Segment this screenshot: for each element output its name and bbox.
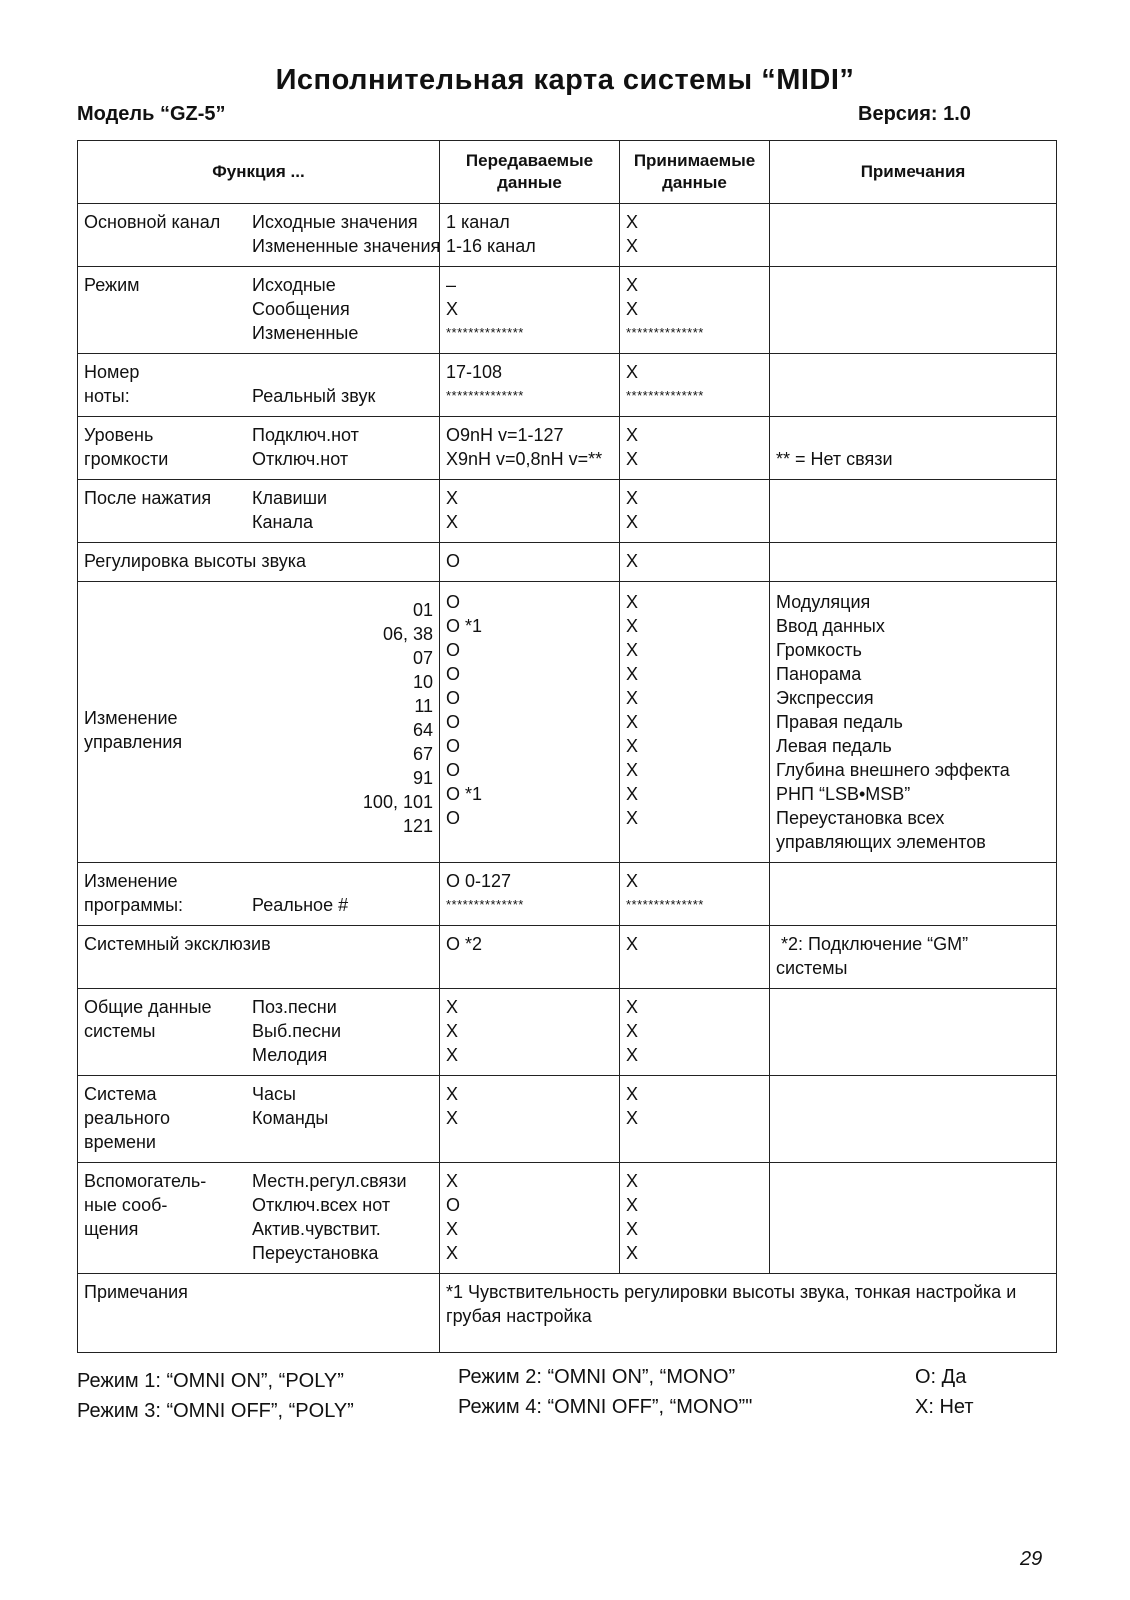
recognized-cell: X X <box>620 204 770 267</box>
row-program-change <box>78 863 1057 926</box>
recognized-cell: X <box>620 543 770 582</box>
transmitted-cell: – X ************** <box>440 267 620 354</box>
recognized-cell: X ************** <box>620 354 770 417</box>
function-cell: Номер ноты: Реальный звук <box>78 354 440 417</box>
transmitted-cell: O *2 <box>440 926 620 989</box>
transmitted-cell: X X <box>440 480 620 543</box>
row-pitch-bend <box>78 543 1057 582</box>
remarks-cell <box>770 267 1057 354</box>
function-cell: Уровень Подключ.нот громкости Отключ.нот <box>78 417 440 480</box>
row-control-change <box>78 582 1057 863</box>
transmitted-cell: O9nH v=1-127 X9nH v=0,8nH v=** <box>440 417 620 480</box>
footer-modes-left: Режим 1: “OMNI ON”, “POLY” Режим 3: “OMNI OFF”, “POLY” <box>77 1370 354 1422</box>
row-note-number <box>78 354 1057 417</box>
header-remarks: Примечания <box>770 141 1057 204</box>
function-cell: Общие данные Поз.песни системы Выб.песни Мелодия <box>78 989 440 1076</box>
function-cell: Регулировка высоты звука <box>78 543 440 582</box>
row-system-exclusive <box>78 926 1057 989</box>
remarks-cell <box>770 543 1057 582</box>
row-aux-messages <box>78 1163 1057 1274</box>
midi-implementation-chart <box>77 140 1057 1353</box>
transmitted-cell: X X <box>440 1076 620 1163</box>
header-transmitted: Передаваемые данные <box>440 141 620 204</box>
row-aftertouch <box>78 480 1057 543</box>
notes-text: *1 Чувствительность регулировки высоты звука, тонкая настройка и грубая настройка <box>440 1274 1057 1353</box>
transmitted-cell: X O X X <box>440 1163 620 1274</box>
row-system-realtime <box>78 1076 1057 1163</box>
footer-modes-middle: Режим 2: “OMNI ON”, “MONO” Режим 4: “OMNI OFF”, “MONO”" <box>458 1366 753 1418</box>
transmitted-cell: 17-108 ************** <box>440 354 620 417</box>
header-row <box>78 141 1057 204</box>
recognized-cell: X X <box>620 417 770 480</box>
remarks-cell <box>770 1076 1057 1163</box>
recognized-cell: X X X X <box>620 1163 770 1274</box>
control-change-label: Изменение управления <box>84 708 183 752</box>
transmitted-cell: X X X <box>440 989 620 1076</box>
remarks-cell: ** = Нет связи <box>770 417 1057 480</box>
function-cell <box>78 582 440 863</box>
row-system-common <box>78 989 1057 1076</box>
model-name: Модель “GZ-5” <box>77 103 226 125</box>
recognized-cell: X X X X X X X X X X <box>620 582 770 863</box>
remarks-cell <box>770 204 1057 267</box>
function-cell: После нажатия Клавиши Канала <box>78 480 440 543</box>
remarks-cell <box>770 1163 1057 1274</box>
recognized-cell: X X <box>620 480 770 543</box>
remarks-cell <box>770 989 1057 1076</box>
function-cell: Примечания <box>78 1274 440 1353</box>
page-number: 29 <box>1020 1548 1043 1570</box>
remarks-cell <box>770 863 1057 926</box>
version-label: Версия: 1.0 <box>858 103 971 125</box>
remarks-cell: *2: Подключение “GM” системы <box>770 926 1057 989</box>
function-cell: Режим Исходные Сообщения Измененные <box>78 267 440 354</box>
header-recognized: Принимаемые данные <box>620 141 770 204</box>
remarks-cell <box>770 354 1057 417</box>
recognized-cell: X X <box>620 1076 770 1163</box>
footer-legend: O: Да X: Нет <box>915 1366 974 1418</box>
function-cell: Система Часы реального Команды времени <box>78 1076 440 1163</box>
remarks-cell <box>770 480 1057 543</box>
function-cell: Вспомогатель- Местн.регул.связи ные сооб- Отключ.всех нот щения Актив.чувствит. Переустановка <box>78 1163 440 1274</box>
transmitted-cell: O O *1 O O O O O O O *1 O <box>440 582 620 863</box>
recognized-cell: X ************** <box>620 863 770 926</box>
recognized-cell: X X X <box>620 989 770 1076</box>
row-notes <box>78 1274 1057 1353</box>
transmitted-cell: O 0-127 ************** <box>440 863 620 926</box>
transmitted-cell: 1 канал 1-16 канал <box>440 204 620 267</box>
function-cell: Системный эксклюзив <box>78 926 440 989</box>
transmitted-cell: O <box>440 543 620 582</box>
row-basic-channel <box>78 204 1057 267</box>
controller-numbers: 01 06, 38 07 10 11 64 67 91 100, 101 121 <box>362 600 433 836</box>
function-cell: Основной канал Исходные значения Измененные значения <box>78 204 440 267</box>
row-mode <box>78 267 1057 354</box>
recognized-cell: X X ************** <box>620 267 770 354</box>
recognized-cell: X <box>620 926 770 989</box>
remarks-cell: Модуляция Ввод данных Громкость Панорама Экспрессия Правая педаль Левая педаль Глубина внешнего эффекта РНП “LSB•MSB” Переустановка всех управляющих элементов <box>770 582 1057 863</box>
function-cell: Изменение программы: Реальное # <box>78 863 440 926</box>
row-velocity <box>78 417 1057 480</box>
header-function: Функция ... <box>78 141 440 204</box>
page-title: Исполнительная карта системы “MIDI” <box>275 64 855 96</box>
